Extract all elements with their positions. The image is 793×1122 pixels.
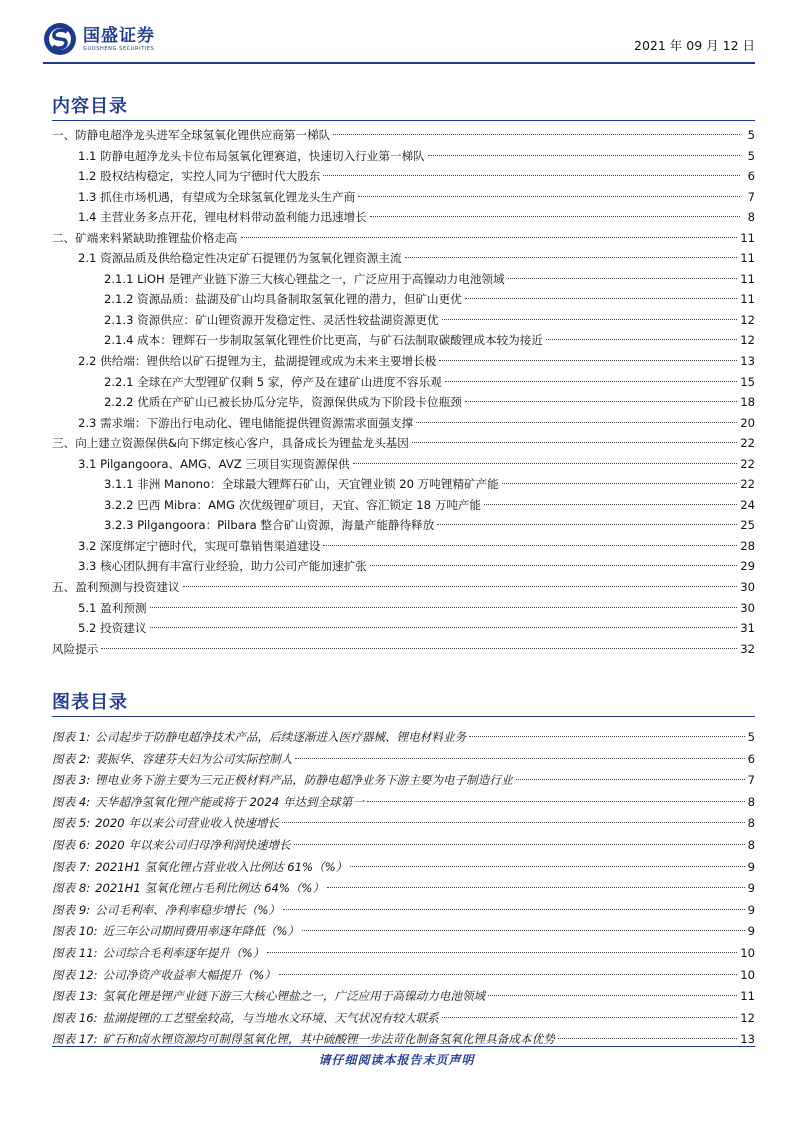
toc-entry-page: 22 [740, 433, 755, 454]
dot-leader [358, 196, 740, 197]
dot-leader [294, 844, 745, 845]
toc-entry[interactable] [52, 413, 755, 434]
figure-entry-title: 2021H1 氢氧化锂占毛利比例达 64%（%） [95, 881, 325, 896]
figure-entry[interactable] [52, 749, 755, 771]
dot-leader [367, 801, 745, 802]
figure-entry-page: 9 [747, 924, 755, 939]
toc-entry-title: 1.2 股权结构稳定，实控人同为宁德时代大股东 [78, 166, 323, 187]
figure-entry-page: 6 [747, 751, 755, 766]
figure-entry-label: 图表 10: [52, 924, 98, 939]
toc-title: 内容目录 [52, 96, 128, 117]
dot-leader [333, 134, 740, 135]
report-date: 2021 年 09 月 12 日 [634, 38, 755, 53]
figure-entry[interactable] [52, 792, 755, 814]
toc-entry[interactable] [52, 639, 755, 660]
figure-entry[interactable] [52, 1008, 755, 1030]
figure-entry-label: 图表 9: [52, 902, 91, 917]
figure-entry[interactable] [52, 900, 755, 922]
figure-entry-label: 图表 1: [52, 730, 91, 744]
toc-entry-title: 1.4 主营业务多点开花，锂电材料带动盈利能力迅速增长 [78, 207, 370, 228]
dot-leader [150, 607, 738, 608]
figure-entry-title: 2021H1 氢氧化锂占营业收入比例达 61%（%） [95, 859, 348, 874]
dot-leader [465, 298, 737, 299]
toc-entry-page: 30 [740, 598, 755, 619]
toc-entry-page: 18 [740, 392, 755, 413]
dot-leader [183, 586, 738, 587]
figure-entry-page: 5 [747, 730, 755, 744]
figure-entry-label: 图表 12: [52, 967, 98, 982]
toc-entry-page: 22 [740, 454, 755, 475]
toc-entry-title: 3.2 深度绑定宁德时代，实现可靠销售渠道建设 [78, 536, 323, 557]
company-logo [43, 22, 155, 56]
figure-entry-title: 2020 年以来公司归母净利润快速增长 [95, 837, 291, 852]
dot-leader [350, 866, 744, 867]
toc-entry-title: 3.3 核心团队拥有丰富行业经验，助力公司产能加速扩张 [78, 556, 370, 577]
toc-entry-page: 31 [740, 618, 755, 639]
logo-english-name: GUOSHENG SECURITIES [83, 45, 155, 52]
toc-entry[interactable] [52, 495, 755, 516]
toc-entry-page: 11 [740, 228, 755, 249]
figure-entry-label: 图表 3: [52, 773, 91, 788]
toc-entry-page: 13 [740, 351, 755, 372]
toc-entry[interactable] [52, 392, 755, 413]
dot-leader [558, 1038, 738, 1039]
toc-entry[interactable] [52, 515, 755, 536]
toc-entry[interactable] [52, 433, 755, 454]
figure-entry-title: 锂电业务下游主要为三元正极材料产品，防静电超净业务下游主要为电子制造行业 [95, 773, 513, 788]
toc-entry[interactable] [52, 577, 755, 598]
toc-entry-title: 2.1.2 资源品质：盐湖及矿山均具备制取氢氧化锂的潜力，但矿山更优 [104, 289, 465, 310]
figure-entry[interactable] [52, 921, 755, 943]
toc-entry-title: 3.2.3 Pilgangoora：Pilbara 整合矿山资源，海量产能静待释放 [104, 515, 437, 536]
dot-leader [150, 627, 738, 628]
figure-entry-page: 11 [740, 989, 755, 1004]
toc-entry-title: 2.2.2 优质在产矿山已被长协瓜分完毕，资源保供成为下阶段卡位瓶颈 [104, 392, 465, 413]
toc-entry-page: 22 [740, 474, 755, 495]
dot-leader [412, 442, 737, 443]
toc-entry-title: 2.1.3 资源供应：矿山锂资源开发稳定性、灵活性较盐湖资源更优 [104, 310, 442, 331]
figure-entry-title: 天华超净氢氧化锂产能或将于 2024 年达到全球第一 [95, 794, 364, 809]
toc-entry[interactable] [52, 372, 755, 393]
toc-entry-page: 30 [740, 577, 755, 598]
toc-entry-page: 7 [743, 187, 755, 208]
toc-entry[interactable] [52, 310, 755, 331]
figure-entry-page: 9 [747, 859, 755, 874]
figure-entry[interactable] [52, 1029, 755, 1051]
toc-entry-title: 2.2.1 全球在产大型锂矿仅剩 5 家，停产及在建矿山进度不容乐观 [104, 372, 445, 393]
dot-leader [267, 952, 737, 953]
toc-entry[interactable] [52, 248, 755, 269]
toc-entry-title: 2.1.4 成本：锂辉石一步制取氢氧化锂性价比更高，与矿石法制取碳酸锂成本较为接近 [104, 330, 546, 351]
toc-entry-page: 12 [740, 330, 755, 351]
figure-entry-label: 图表 16: [52, 1010, 98, 1025]
dot-leader [405, 257, 738, 258]
toc-entry[interactable] [52, 289, 755, 310]
toc-entry[interactable] [52, 618, 755, 639]
figure-entry-label: 图表 2: [52, 751, 91, 766]
dot-leader [323, 545, 737, 546]
figures-title-divider [52, 716, 755, 717]
toc-entry[interactable] [52, 187, 755, 208]
toc-entry-page: 8 [743, 207, 755, 228]
toc-entry-page: 25 [740, 515, 755, 536]
dot-leader [282, 822, 745, 823]
figure-entry-label: 图表 7: [52, 859, 91, 874]
toc-entry-page: 5 [743, 125, 755, 146]
toc-entry-title: 三、向上建立资源保供&向下绑定核心客户，具备成长为锂盐龙头基因 [52, 433, 412, 454]
dot-leader [370, 216, 740, 217]
toc-entry-page: 12 [740, 310, 755, 331]
toc-title-divider [52, 120, 755, 121]
figure-entry-title: 裴振华、容建芬夫妇为公司实际控制人 [95, 751, 293, 766]
header-divider [43, 62, 755, 64]
dot-leader [442, 1017, 737, 1018]
figure-entry-label: 图表 6: [52, 837, 91, 852]
toc-entry-title: 风险提示 [52, 639, 101, 660]
dot-leader [279, 974, 737, 975]
figure-entry-label: 图表 13: [52, 989, 98, 1004]
figure-entry-title: 公司毛利率、净利率稳步增长（%） [95, 902, 281, 917]
toc-entry-page: 15 [740, 372, 755, 393]
dot-leader [437, 524, 737, 525]
toc-entry-title: 二、矿端来料紧缺助推锂盐价格走高 [52, 228, 241, 249]
toc-entry-title: 5.2 投资建议 [78, 618, 150, 639]
dot-leader [241, 237, 738, 238]
figure-entry[interactable] [52, 835, 755, 857]
toc-entry-title: 五、盈利预测与投资建议 [52, 577, 183, 598]
toc-entry[interactable] [52, 269, 755, 290]
figure-entry[interactable] [52, 943, 755, 965]
dot-leader [302, 930, 745, 931]
dot-leader [101, 648, 737, 649]
figure-entry-page: 10 [740, 967, 755, 982]
toc-entry[interactable] [52, 146, 755, 167]
toc-entry[interactable] [52, 166, 755, 187]
figure-entry-page: 10 [740, 945, 755, 960]
figure-entry[interactable] [52, 965, 755, 987]
figure-entry-title: 氢氧化锂是锂产业链下游三大核心锂盐之一，广泛应用于高镍动力电池领域 [102, 989, 486, 1004]
figure-entry-page: 9 [747, 902, 755, 917]
toc-entry-title: 2.1 资源品质及供给稳定性决定矿石提锂仍为氢氧化锂资源主流 [78, 248, 405, 269]
toc-entry[interactable] [52, 207, 755, 228]
figure-entry[interactable] [52, 986, 755, 1008]
figure-entry[interactable] [52, 813, 755, 835]
dot-leader [484, 504, 737, 505]
toc-entry[interactable] [52, 598, 755, 619]
figure-entry[interactable] [52, 878, 755, 900]
toc-entry-title: 3.1.1 非洲 Manono：全球最大锂辉石矿山，天宜锂业锁 20 万吨锂精矿产能 [104, 474, 502, 495]
footer-disclaimer: 请仔细阅读本报告末页声明 [318, 1053, 475, 1067]
dot-leader [469, 736, 744, 737]
dot-leader [370, 565, 737, 566]
figure-entry-label: 图表 11: [52, 945, 98, 960]
figure-entry-page: 8 [747, 794, 755, 809]
dot-leader [445, 381, 737, 382]
figure-entry[interactable] [52, 770, 755, 792]
toc-entry-title: 3.2.2 巴西 Mibra：AMG 次优级锂矿项目，天宜、容汇锁定 18 万吨产能 [104, 495, 484, 516]
dot-leader [508, 278, 738, 279]
dot-leader [327, 887, 745, 888]
toc-entry[interactable] [52, 228, 755, 249]
guosheng-logo-icon [43, 22, 77, 56]
figure-entry-label: 图表 4: [52, 794, 91, 809]
figure-entry-page: 8 [747, 837, 755, 852]
figure-entry-label: 图表 17: [52, 1032, 98, 1047]
toc-entry-title: 3.1 Pilgangoora、AMG、AVZ 三项目实现资源保供 [78, 454, 353, 475]
figure-entry-label: 图表 8: [52, 881, 91, 896]
toc-entry-page: 32 [740, 639, 755, 660]
figure-entry-title: 盐湖提锂的工艺壁垒较高，与当地水文环境、天气状况有较大联系 [102, 1010, 439, 1025]
figure-entry-title: 矿石和卤水锂资源均可制得氢氧化锂，其中硫酸锂一步法苛化制备氢氧化锂具备成本优势 [102, 1032, 555, 1047]
figure-entry-page: 8 [747, 816, 755, 831]
toc-entry-page: 11 [740, 269, 755, 290]
toc-entry[interactable] [52, 351, 755, 372]
table-of-contents [52, 125, 755, 659]
figure-entry-title: 2020 年以来公司营业收入快速增长 [95, 816, 280, 831]
toc-entry-page: 24 [740, 495, 755, 516]
toc-entry[interactable] [52, 536, 755, 557]
dot-leader [428, 155, 740, 156]
toc-entry-page: 6 [743, 166, 755, 187]
toc-entry-title: 2.3 需求端：下游出行电动化、锂电储能提供锂资源需求面强支撑 [78, 413, 416, 434]
toc-entry-title: 1.3 抓住市场机遇，有望成为全球氢氧化锂龙头生产商 [78, 187, 358, 208]
figure-entry[interactable] [52, 857, 755, 879]
figure-entry-page: 7 [747, 773, 755, 788]
figure-entry-title: 公司综合毛利率逐年提升（%） [102, 945, 265, 960]
figure-entry-page: 9 [747, 881, 755, 896]
dot-leader [439, 360, 737, 361]
toc-entry[interactable] [52, 125, 755, 146]
figure-entry-page: 13 [740, 1032, 755, 1047]
figure-entry-label: 图表 5: [52, 816, 91, 831]
toc-entry[interactable] [52, 330, 755, 351]
toc-entry-page: 28 [740, 536, 755, 557]
dot-leader [416, 422, 737, 423]
toc-entry-page: 20 [740, 413, 755, 434]
dot-leader [502, 483, 737, 484]
toc-entry-title: 5.1 盈利预测 [78, 598, 150, 619]
toc-entry-title: 2.1.1 LiOH 是锂产业链下游三大核心锂盐之一，广泛应用于高镍动力电池领域 [104, 269, 508, 290]
dot-leader [465, 401, 737, 402]
dot-leader [323, 175, 740, 176]
figure-entry-title: 公司净资产收益率大幅提升（%） [102, 967, 276, 982]
toc-entry-page: 11 [740, 248, 755, 269]
toc-entry-title: 一、防静电超净龙头进军全球氢氧化锂供应商第一梯队 [52, 125, 333, 146]
figure-entry-title: 近三年公司期间费用率逐年降低（%） [102, 924, 300, 939]
toc-entry[interactable] [52, 556, 755, 577]
toc-entry-title: 1.1 防静电超净龙头卡位布局氢氧化锂赛道，快速切入行业第一梯队 [78, 146, 428, 167]
dot-leader [516, 779, 745, 780]
dot-leader [283, 909, 745, 910]
figure-entry-page: 12 [740, 1010, 755, 1025]
figures-title: 图表目录 [52, 692, 128, 713]
toc-entry[interactable] [52, 454, 755, 475]
toc-entry-page: 29 [740, 556, 755, 577]
figure-entry-title: 公司起步于防静电超净技术产品，后续逐渐进入医疗器械、锂电材料业务 [95, 730, 467, 744]
figure-list [52, 727, 755, 1051]
dot-leader [488, 995, 737, 996]
figure-entry[interactable] [52, 727, 755, 749]
toc-entry[interactable] [52, 474, 755, 495]
dot-leader [353, 463, 738, 464]
page-header [43, 22, 755, 60]
footer-divider [52, 1046, 755, 1047]
toc-entry-page: 5 [743, 146, 755, 167]
dot-leader [546, 339, 737, 340]
dot-leader [442, 319, 738, 320]
dot-leader [295, 758, 744, 759]
toc-entry-title: 2.2 供给端：锂供给以矿石提锂为主，盐湖提锂或成为未来主要增长极 [78, 351, 439, 372]
logo-chinese-name: 国盛证券 [83, 25, 155, 46]
toc-entry-page: 11 [740, 289, 755, 310]
